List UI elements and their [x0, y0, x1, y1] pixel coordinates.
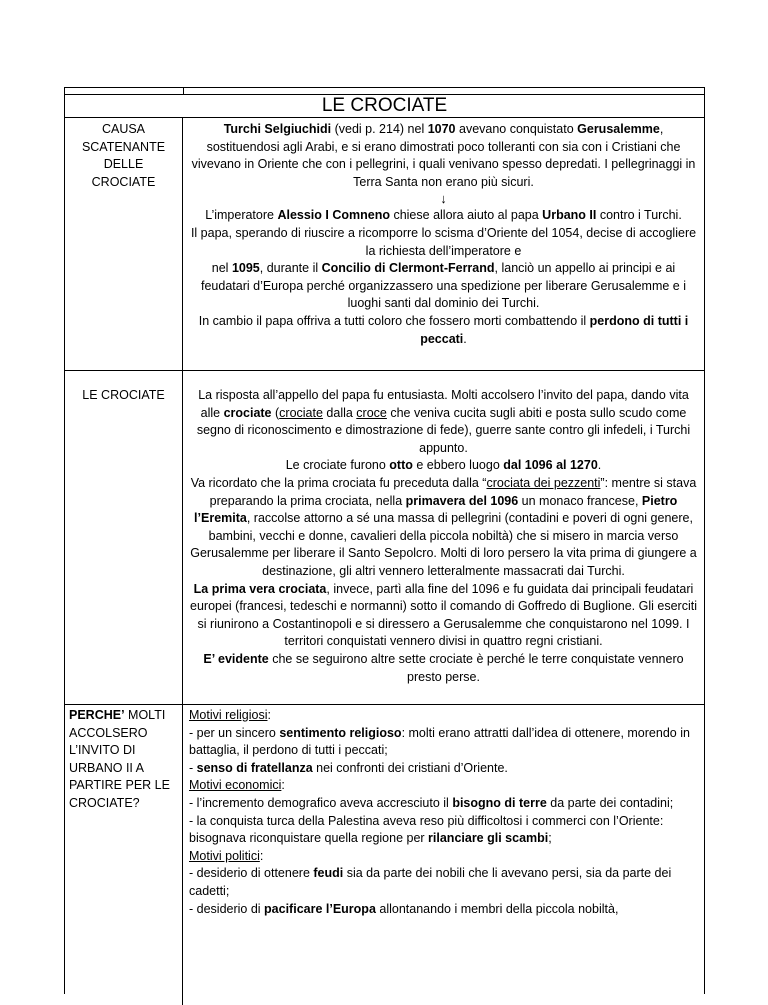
list-item: - senso di fratellanza nei confronti dei cristiani d’Oriente. [189, 760, 508, 775]
title-row [65, 95, 704, 118]
page-title: LE CROCIATE [321, 95, 448, 116]
table-top-strip [65, 88, 704, 95]
paragraph: In cambio il papa offriva a tutti coloro che fossero morti combattendo il perdono di tutti i peccati. [198, 313, 689, 346]
list-item: - per un sincero sentimento religioso: molti erano attratti dall’idea di ottenere, morendo in battaglia, il perdono di tutti i peccati; [189, 725, 690, 758]
list-item: - la conquista turca della Palestina aveva reso più difficoltosi i commerci con l’Oriente: bisognava riconquistare quella regione per rilanciare gli scambi; [189, 813, 664, 846]
list-item: - l’incremento demografico aveva accresciuto il bisogno di terre da parte dei contadini; [189, 795, 674, 810]
row-perche [65, 705, 704, 1005]
label-line: LE CROCIATE [82, 388, 165, 402]
list-item: - desiderio di pacificare l’Europa allontanando i membri della piccola nobiltà, [189, 901, 619, 916]
label-line: CROCIATE [91, 174, 156, 189]
paragraph: La risposta all’appello del papa fu entusiasta. Molti accolsero l’invito del papa, dando vita alle crociate (crociate dalla croce che veniva cucita sugli abiti e posta sullo scudo come segno di riconoscimento e dimostrazione di fede), guerre sante contro gli infedeli, i Turchi appunto. [196, 388, 691, 455]
label-text: MOLTI ACCOLSERO L’INVITO DI URBANO II A PARTIRE PER LE CROCIATE? [69, 708, 170, 810]
label-line: SCATENANTE [81, 139, 166, 154]
paragraph: L’imperatore Alessio I Comneno chiese allora aiuto al papa Urbano II contro i Turchi. [205, 208, 682, 223]
row-causa [65, 118, 704, 371]
paragraph: La prima vera crociata, invece, partì alla fine del 1096 e fu guidata dai principali feudatari europei (francesi, tedeschi e normanni) sotto il comando di Goffredo di Buglione. Gli eserciti si riunirono a Costantinopoli e si diressero a Gerusalemme che conquistarono nel 1099. I territori conquistati vennero divisi in quattro regni cristiani. [190, 581, 697, 649]
heading: Motivi religiosi: [189, 708, 271, 722]
paragraph: Le crociate furono otto e ebbero luogo dal 1096 al 1270. [285, 458, 602, 473]
row-causa-content [183, 118, 704, 370]
list-item: - desiderio di ottenere feudi sia da parte dei nobili che li avevano persi, sia da parte dei cadetti; [189, 866, 672, 898]
row-causa-label [65, 118, 183, 370]
paragraph: E’ evidente che se seguirono altre sette crociate è perché le terre conquistate vennero presto perse. [203, 651, 684, 684]
row-crociate-content [183, 371, 704, 704]
heading: Motivi economici: [189, 778, 285, 793]
label-line: CAUSA [101, 122, 146, 136]
paragraph: Il papa, sperando di riuscire a ricomporre lo scisma d’Oriente del 1054, decise di accogliere la richiesta dell’imperatore e [190, 225, 697, 258]
label-line: DELLE [103, 157, 144, 172]
paragraph: Turchi Selgiuchidi (vedi p. 214) nel 1070 avevano conquistato Gerusalemme, sostituendosi agli Arabi, e si erano dimostrati poco tolleranti con sia con i Cristiani che vivevano in Oriente che con i pellegrini, i quali venivano spesso depredati. I pellegrinaggi in Terra Santa non erano più sicuri. [191, 122, 696, 189]
label-bold: PERCHE’ [69, 708, 125, 722]
row-perche-label [65, 705, 183, 1005]
row-crociate-label [65, 371, 183, 704]
paragraph: nel 1095, durante il Concilio di Clermont-Ferrand, lanciò un appello ai principi e ai feudatari d’Europa perché organizzassero una spedizione per liberare Gerusalemme e i luoghi santi dal dominio dei Turchi. [201, 261, 686, 311]
arrow-down-icon: ↓ [440, 191, 447, 207]
document-table [64, 87, 705, 994]
paragraph: Va ricordato che la prima crociata fu preceduta dalla “crociata dei pezzenti”: mentre si stava preparando la prima crociata, nella primavera del 1096 un monaco francese, Pietro l’Eremita, raccolse attorno a sé una massa di pellegrini (contadini e poveri di ogni genere, bambini, vecchi e donne, cavalieri della piccola nobiltà) che si misero in marcia verso Gerusalemme per liberare il Santo Sepolcro. Molti di loro persero la vita prima di giungere a destinazione, gli altri vennero letteralmente massacrati dai Turchi. [190, 475, 697, 578]
row-perche-content [183, 705, 704, 1005]
row-crociate [65, 371, 704, 705]
heading: Motivi politici: [189, 848, 264, 863]
